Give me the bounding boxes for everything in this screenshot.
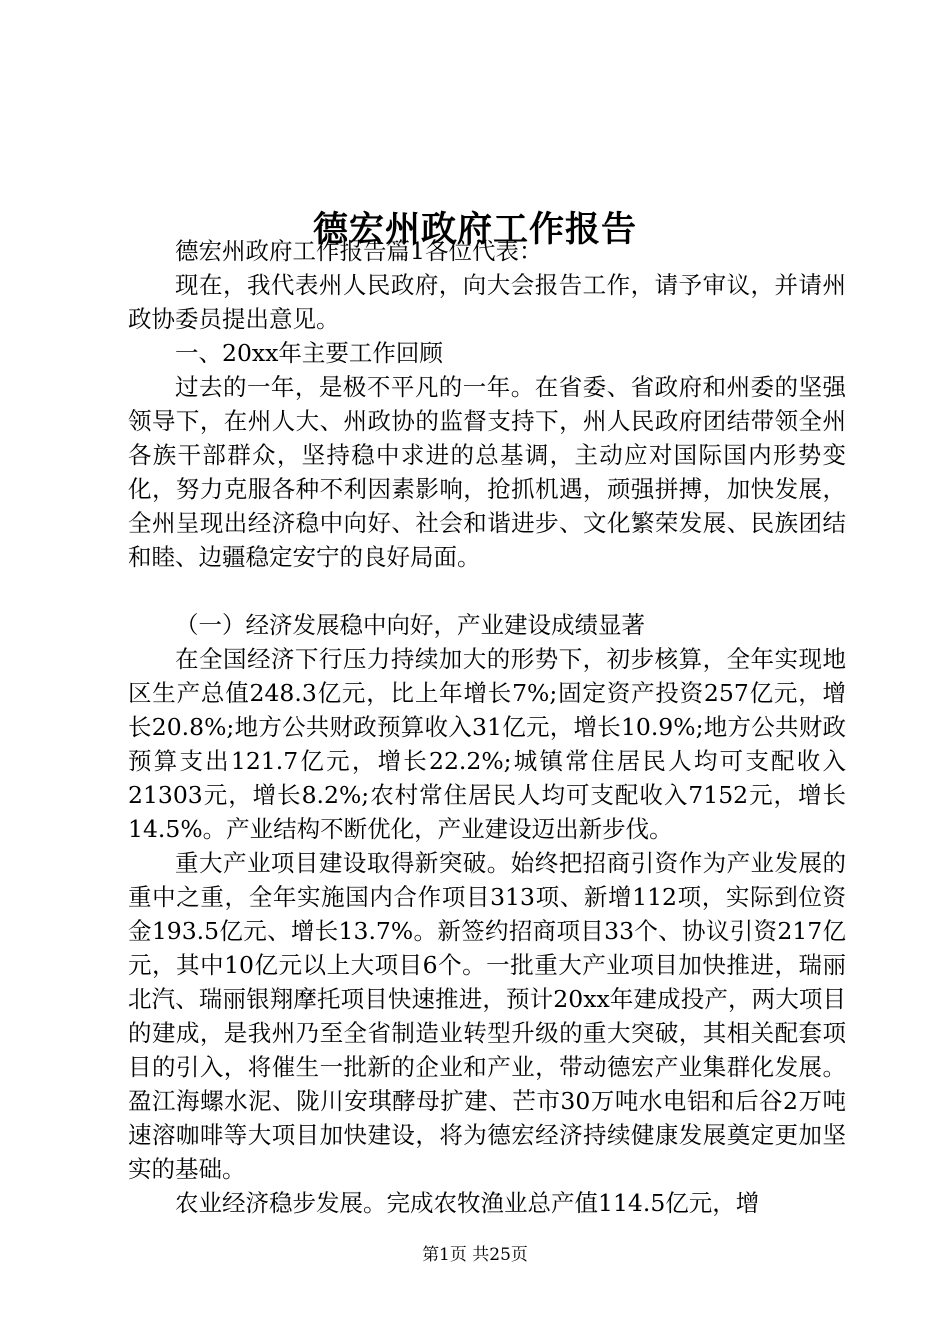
paragraph-projects: 重大产业项目建设取得新突破。始终把招商引资作为产业发展的重中之重，全年实施国内合作项目313项、新增112项，实际到位资金193.5亿元、增长13.7%。新签约招商项目33个、协议引资217亿元，其中10亿元以上大项目6个。一批重大产业项目加快推进，瑞丽北汽、瑞丽银翔摩托项目快速推进，预计20xx年建成投产，两大项目的建成，是我州乃至全省制造业转型升级的重大突破，其相关配套项目的引入，将催生一批新的企业和产业，带动德宏产业集群化发展。盈江海螺水泥、陇川安琪酵母扩建、芒市30万吨水电铝和后谷2万吨速溶咖啡等大项目加快建设，将为德宏经济持续健康发展奠定更加坚实的基础。 xyxy=(128,849,846,1183)
document-body xyxy=(128,234,846,1220)
document-title: 德宏州政府工作报告 xyxy=(312,209,637,251)
paragraph-greeting: 德宏州政府工作报告篇1各位代表： xyxy=(175,237,543,265)
paragraph-economy: 在全国经济下行压力持续加大的形势下，初步核算，全年实现地区生产总值248.3亿元，比上年增长7%;固定资产投资257亿元，增长20.8%;地方公共财政预算收入31亿元，增长10.9%;地方公共财政预算支出121.7亿元，增长22.2%;城镇常住居民人均可支配收入21303元，增长8.2%;农村常住居民人均可支配收入7152元，增长14.5%。产业结构不断优化，产业建设迈出新步伐。 xyxy=(128,645,846,843)
section-heading: 一、20xx年主要工作回顾 xyxy=(175,339,443,367)
paragraph-agriculture: 农业经济稳步发展。完成农牧渔业总产值114.5亿元，增 xyxy=(175,1189,760,1217)
paragraph-review: 过去的一年，是极不平凡的一年。在省委、省政府和州委的坚强领导下，在州人大、州政协的监督支持下，州人民政府团结带领全州各族干部群众，坚持稳中求进的总基调，主动应对国际国内形势变化，努力克服各种不利因素影响，抢抓机遇，顽强拼搏，加快发展，全州呈现出经济稳中向好、社会和谐进步、文化繁荣发展、民族团结和睦、边疆稳定安宁的良好局面。 xyxy=(128,373,846,571)
page-footer: 第1页 共25页 xyxy=(422,1245,528,1265)
subsection-heading: （一）经济发展稳中向好，产业建设成绩显著 xyxy=(175,611,645,639)
paragraph-intro: 现在，我代表州人民政府，向大会报告工作，请予审议，并请州政协委员提出意见。 xyxy=(128,271,846,333)
